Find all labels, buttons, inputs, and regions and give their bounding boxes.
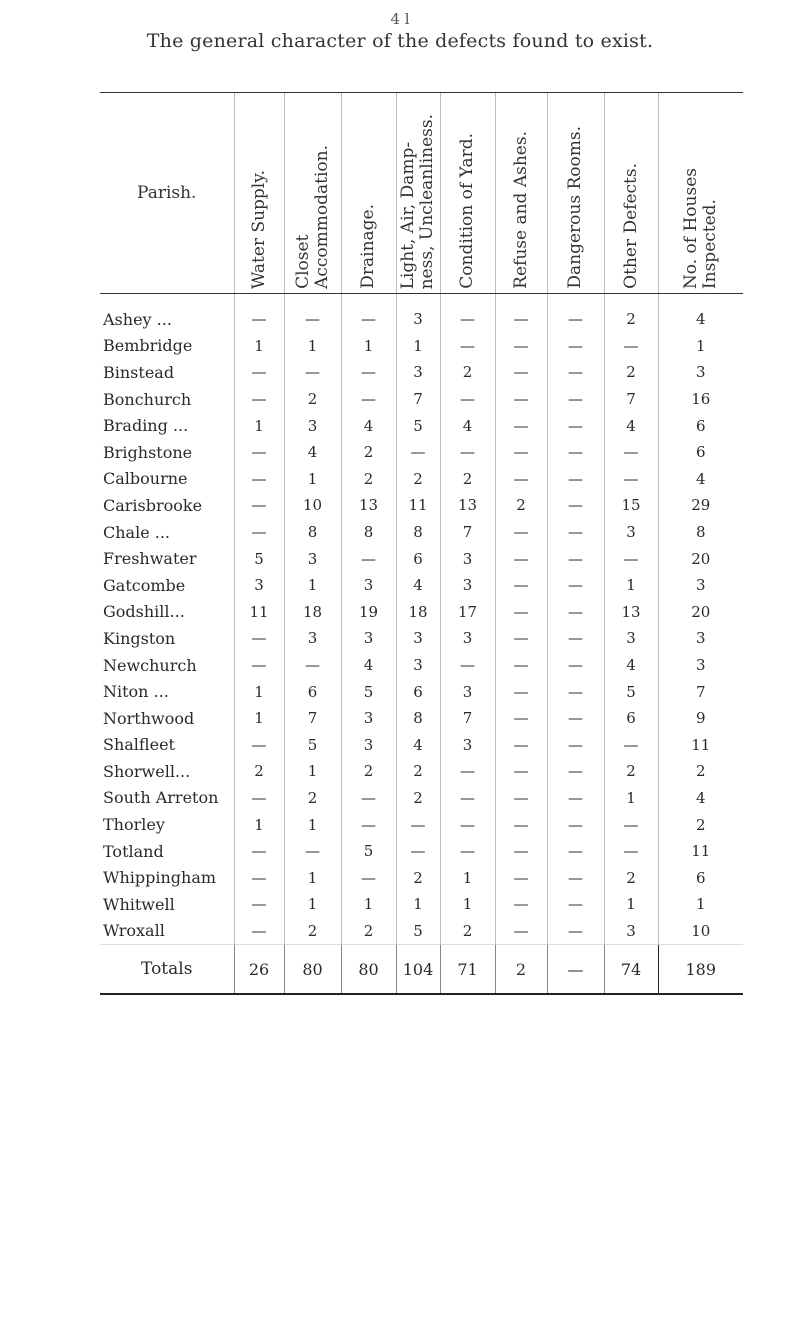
- parish-name: Whippingham: [103, 868, 217, 888]
- header-water-supply-label: Water Supply.: [248, 169, 269, 289]
- table-cell: —: [495, 652, 547, 679]
- header-light-air-label: Light, Air, Damp- ness, Uncleanliness.: [398, 113, 437, 289]
- table-cell: 3: [396, 294, 440, 333]
- totals-cell: 80: [284, 945, 341, 995]
- table-row: [100, 625, 743, 652]
- table-cell: 1: [604, 572, 658, 599]
- table-cell: —: [547, 412, 604, 439]
- parish-name: Binstead: [103, 362, 175, 382]
- header-drainage: [341, 93, 396, 294]
- table-caption: The general character of the defects found to exist.: [146, 30, 654, 52]
- parish-name: Brading ...: [103, 416, 189, 436]
- table-cell: 1: [604, 785, 658, 812]
- parish-name: Shorwell...: [103, 761, 191, 781]
- table-cell: —: [341, 294, 396, 333]
- table-cell: 8: [396, 519, 440, 546]
- table-cell: 2: [658, 811, 743, 838]
- table-cell: 17: [440, 599, 495, 626]
- header-light-air: [396, 93, 440, 294]
- table-cell: 20: [658, 545, 743, 572]
- table-row: [100, 359, 743, 386]
- table-cell: 1: [396, 891, 440, 918]
- table-cell: 3: [658, 572, 743, 599]
- table-cell: 3: [284, 412, 341, 439]
- table-cell: 2: [396, 864, 440, 891]
- table-cell: 2: [604, 359, 658, 386]
- header-dangerous-rooms: [547, 93, 604, 294]
- table-cell: —: [547, 785, 604, 812]
- table-cell: 2: [495, 492, 547, 519]
- table-cell: 3: [341, 732, 396, 759]
- table-cell: 3: [396, 359, 440, 386]
- table-body: [100, 294, 743, 945]
- parish-name: Totland: [103, 841, 164, 861]
- table-cell: 1: [341, 891, 396, 918]
- table-cell: 3: [440, 678, 495, 705]
- table-cell: —: [234, 492, 284, 519]
- table-cell: 2: [234, 758, 284, 785]
- header-condition-of-yard: [440, 93, 495, 294]
- table-cell: —: [495, 678, 547, 705]
- totals-label: Totals: [100, 945, 234, 995]
- table-cell: 8: [658, 519, 743, 546]
- parish-name: Chale ...: [103, 522, 171, 542]
- parish-name: Northwood: [103, 708, 195, 728]
- table-cell: —: [547, 333, 604, 360]
- table-cell: 4: [341, 652, 396, 679]
- table-cell: 7: [658, 678, 743, 705]
- totals-cell: 26: [234, 945, 284, 995]
- table-cell: 3: [440, 732, 495, 759]
- table-cell: —: [495, 758, 547, 785]
- table-cell: —: [604, 439, 658, 466]
- parish-name: Bonchurch: [103, 389, 192, 409]
- table-cell: 2: [396, 466, 440, 493]
- table-cell: 4: [658, 785, 743, 812]
- table-cell: —: [234, 466, 284, 493]
- totals-row: [100, 945, 743, 995]
- parish-name: Brighstone: [103, 442, 193, 462]
- table-cell: —: [547, 705, 604, 732]
- table-cell: 1: [658, 333, 743, 360]
- table-cell: 6: [604, 705, 658, 732]
- table-cell: 19: [341, 599, 396, 626]
- table-cell: —: [284, 652, 341, 679]
- page-number: 4 l: [390, 10, 410, 28]
- table-cell: —: [604, 811, 658, 838]
- table-cell: 4: [396, 572, 440, 599]
- header-other-defects: [604, 93, 658, 294]
- table-cell: 4: [440, 412, 495, 439]
- table-cell: —: [495, 785, 547, 812]
- table-cell: 3: [604, 625, 658, 652]
- table-row: [100, 811, 743, 838]
- table-row: [100, 732, 743, 759]
- table-row: [100, 545, 743, 572]
- table-cell: 11: [658, 838, 743, 865]
- table-cell: —: [547, 294, 604, 333]
- table-cell: —: [396, 439, 440, 466]
- table-cell: 4: [604, 412, 658, 439]
- table-cell: 1: [234, 678, 284, 705]
- table-cell: 3: [440, 625, 495, 652]
- table-cell: —: [341, 864, 396, 891]
- table-cell: 2: [284, 785, 341, 812]
- table-cell: —: [547, 918, 604, 945]
- table-cell: —: [396, 811, 440, 838]
- table-cell: —: [234, 294, 284, 333]
- table-row: [100, 678, 743, 705]
- table-cell: —: [547, 572, 604, 599]
- table-cell: —: [284, 838, 341, 865]
- table-cell: 6: [284, 678, 341, 705]
- parish-name: Kingston: [103, 628, 176, 648]
- table-cell: 4: [341, 412, 396, 439]
- table-cell: 2: [440, 918, 495, 945]
- parish-name: Ashey ...: [103, 309, 172, 329]
- table-cell: —: [547, 492, 604, 519]
- totals-cell: —: [547, 945, 604, 995]
- header-condition-of-yard-label: Condition of Yard.: [457, 133, 477, 289]
- table-cell: 3: [658, 652, 743, 679]
- table-cell: —: [547, 811, 604, 838]
- parish-name: Wroxall: [103, 921, 165, 941]
- table-cell: 3: [604, 918, 658, 945]
- table-cell: —: [547, 838, 604, 865]
- table-cell: 15: [604, 492, 658, 519]
- header-refuse-and-ashes-label: Refuse and Ashes.: [510, 131, 531, 289]
- table-cell: 7: [440, 705, 495, 732]
- parish-name: Bembridge: [103, 336, 193, 356]
- table-cell: 7: [440, 519, 495, 546]
- table-cell: —: [234, 891, 284, 918]
- table-cell: 4: [658, 466, 743, 493]
- table-cell: 13: [440, 492, 495, 519]
- table-cell: —: [234, 838, 284, 865]
- table-cell: 4: [396, 732, 440, 759]
- table-cell: 11: [234, 599, 284, 626]
- table-cell: 1: [440, 891, 495, 918]
- table-cell: 6: [658, 439, 743, 466]
- table-cell: 2: [658, 758, 743, 785]
- table-cell: —: [547, 758, 604, 785]
- table-cell: 6: [658, 864, 743, 891]
- table-cell: —: [495, 572, 547, 599]
- table-cell: —: [547, 891, 604, 918]
- table-cell: 2: [396, 758, 440, 785]
- table-cell: —: [234, 652, 284, 679]
- table-cell: 1: [284, 891, 341, 918]
- header-parish: Parish.: [100, 93, 234, 294]
- table-cell: —: [234, 359, 284, 386]
- parish-name: South Arreton: [103, 788, 219, 808]
- table-cell: —: [495, 439, 547, 466]
- defects-table: [100, 92, 743, 995]
- table-cell: —: [495, 918, 547, 945]
- totals-cell: 80: [341, 945, 396, 995]
- table-cell: —: [604, 838, 658, 865]
- table-cell: 3: [341, 625, 396, 652]
- table-cell: —: [284, 359, 341, 386]
- header-other-defects-label: Other Defects.: [620, 163, 641, 289]
- table-cell: —: [604, 466, 658, 493]
- table-cell: —: [440, 811, 495, 838]
- table-cell: —: [604, 333, 658, 360]
- table-cell: —: [440, 333, 495, 360]
- table-cell: —: [495, 294, 547, 333]
- totals-cell: 74: [604, 945, 658, 995]
- table-cell: 2: [341, 918, 396, 945]
- header-refuse-and-ashes: [495, 93, 547, 294]
- table-row: [100, 838, 743, 865]
- totals-cell: 2: [495, 945, 547, 995]
- table-cell: —: [495, 519, 547, 546]
- table-cell: 29: [658, 492, 743, 519]
- table-cell: 3: [396, 625, 440, 652]
- table-cell: 3: [284, 625, 341, 652]
- table-cell: —: [234, 864, 284, 891]
- table-cell: 2: [440, 466, 495, 493]
- table-cell: —: [495, 412, 547, 439]
- table-cell: —: [495, 466, 547, 493]
- table-cell: —: [495, 545, 547, 572]
- table-cell: 3: [396, 652, 440, 679]
- table-cell: 1: [284, 864, 341, 891]
- table-cell: —: [341, 359, 396, 386]
- table-cell: 13: [604, 599, 658, 626]
- table-cell: —: [440, 652, 495, 679]
- table-cell: 16: [658, 386, 743, 413]
- table-row: [100, 386, 743, 413]
- table-cell: 2: [440, 359, 495, 386]
- header-drainage-label: Drainage.: [358, 204, 378, 289]
- table-cell: 3: [284, 545, 341, 572]
- table-cell: 1: [341, 333, 396, 360]
- table-row: [100, 599, 743, 626]
- table-cell: 1: [604, 891, 658, 918]
- table-cell: 5: [396, 918, 440, 945]
- header-closet-accommodation: [284, 93, 341, 294]
- table-cell: —: [495, 625, 547, 652]
- table-cell: 1: [440, 864, 495, 891]
- table-cell: 1: [234, 412, 284, 439]
- table-row: [100, 705, 743, 732]
- table-cell: 11: [658, 732, 743, 759]
- table-cell: 3: [341, 572, 396, 599]
- table-cell: —: [495, 359, 547, 386]
- table-cell: 18: [284, 599, 341, 626]
- table-cell: 2: [604, 758, 658, 785]
- table-cell: —: [440, 785, 495, 812]
- header-row: [100, 93, 743, 294]
- table-cell: 4: [284, 439, 341, 466]
- table-cell: —: [547, 625, 604, 652]
- table-cell: 7: [396, 386, 440, 413]
- table-cell: 11: [396, 492, 440, 519]
- table-cell: 2: [284, 386, 341, 413]
- table-cell: —: [495, 705, 547, 732]
- table-cell: 1: [234, 333, 284, 360]
- table-cell: 5: [341, 678, 396, 705]
- table-cell: —: [495, 864, 547, 891]
- table-row: [100, 891, 743, 918]
- table-row: [100, 294, 743, 333]
- table-cell: 20: [658, 599, 743, 626]
- table-cell: 1: [284, 758, 341, 785]
- table-cell: 13: [341, 492, 396, 519]
- table-cell: 3: [440, 545, 495, 572]
- table-cell: —: [495, 333, 547, 360]
- table-cell: —: [440, 386, 495, 413]
- table-cell: 2: [341, 758, 396, 785]
- table-cell: —: [234, 386, 284, 413]
- table-cell: —: [234, 785, 284, 812]
- parish-name: Calbourne: [103, 469, 188, 489]
- table-cell: 3: [658, 359, 743, 386]
- table-row: [100, 918, 743, 945]
- table-cell: 4: [658, 294, 743, 333]
- table-row: [100, 652, 743, 679]
- table-cell: —: [440, 294, 495, 333]
- table-cell: —: [547, 466, 604, 493]
- table-cell: 7: [604, 386, 658, 413]
- table-cell: 1: [396, 333, 440, 360]
- table-cell: —: [547, 652, 604, 679]
- table-cell: —: [604, 732, 658, 759]
- table-cell: 9: [658, 705, 743, 732]
- table-row: [100, 864, 743, 891]
- table-cell: —: [341, 386, 396, 413]
- table-row: [100, 466, 743, 493]
- table-cell: 1: [284, 572, 341, 599]
- table-cell: 6: [396, 678, 440, 705]
- table-cell: 6: [658, 412, 743, 439]
- table-cell: —: [234, 625, 284, 652]
- table-cell: —: [547, 678, 604, 705]
- parish-name: Whitwell: [103, 894, 175, 914]
- table-cell: —: [234, 918, 284, 945]
- table-cell: 5: [234, 545, 284, 572]
- table-cell: 2: [341, 439, 396, 466]
- table-cell: —: [440, 838, 495, 865]
- table-cell: —: [341, 811, 396, 838]
- table-cell: 3: [658, 625, 743, 652]
- table-cell: 3: [341, 705, 396, 732]
- table-cell: —: [547, 732, 604, 759]
- table-cell: —: [547, 359, 604, 386]
- table-cell: —: [396, 838, 440, 865]
- table-cell: —: [547, 386, 604, 413]
- header-water-supply: [234, 93, 284, 294]
- table-cell: 8: [396, 705, 440, 732]
- table-cell: 8: [341, 519, 396, 546]
- table-row: [100, 758, 743, 785]
- table-row: [100, 492, 743, 519]
- table-cell: 5: [341, 838, 396, 865]
- table-cell: 10: [284, 492, 341, 519]
- totals-cell: 71: [440, 945, 495, 995]
- table-cell: —: [341, 545, 396, 572]
- table-cell: —: [284, 294, 341, 333]
- table-cell: 10: [658, 918, 743, 945]
- totals-cell: 189: [658, 945, 743, 995]
- table-cell: —: [495, 599, 547, 626]
- parish-name: Thorley: [103, 815, 165, 835]
- table-cell: —: [341, 785, 396, 812]
- parish-name: Gatcombe: [103, 575, 186, 595]
- table-cell: —: [547, 439, 604, 466]
- table-cell: —: [547, 599, 604, 626]
- table-cell: —: [495, 891, 547, 918]
- table-cell: —: [495, 811, 547, 838]
- table-cell: 5: [396, 412, 440, 439]
- table-cell: 2: [341, 466, 396, 493]
- table-cell: —: [604, 545, 658, 572]
- table-cell: —: [440, 758, 495, 785]
- table-cell: 2: [284, 918, 341, 945]
- table-cell: —: [440, 439, 495, 466]
- table-cell: 2: [604, 294, 658, 333]
- table-row: [100, 439, 743, 466]
- table-cell: —: [547, 545, 604, 572]
- header-dangerous-rooms-label: Dangerous Rooms.: [565, 126, 585, 289]
- table-cell: 1: [284, 333, 341, 360]
- table-cell: 7: [284, 705, 341, 732]
- table-cell: —: [495, 386, 547, 413]
- table-cell: 3: [440, 572, 495, 599]
- table-cell: —: [234, 519, 284, 546]
- table-cell: 1: [658, 891, 743, 918]
- table-cell: 8: [284, 519, 341, 546]
- table-row: [100, 412, 743, 439]
- table-cell: 6: [396, 545, 440, 572]
- parish-name: Niton ...: [103, 682, 169, 702]
- header-houses-inspected-label: No. of Houses Inspected.: [680, 167, 720, 289]
- table-cell: 3: [604, 519, 658, 546]
- table-cell: 2: [396, 785, 440, 812]
- parish-name: Newchurch: [103, 655, 197, 675]
- table-cell: —: [234, 439, 284, 466]
- table-cell: 3: [234, 572, 284, 599]
- table-cell: 1: [284, 811, 341, 838]
- table-cell: —: [495, 838, 547, 865]
- table-cell: 5: [604, 678, 658, 705]
- totals-cell: 104: [396, 945, 440, 995]
- table-cell: —: [495, 732, 547, 759]
- table-cell: 2: [604, 864, 658, 891]
- header-houses-inspected: [658, 93, 743, 294]
- table-cell: 1: [234, 811, 284, 838]
- parish-name: Godshill...: [103, 602, 185, 622]
- table-cell: 5: [284, 732, 341, 759]
- table-cell: —: [234, 732, 284, 759]
- table-cell: 18: [396, 599, 440, 626]
- table-cell: —: [547, 519, 604, 546]
- parish-name: Freshwater: [103, 549, 197, 569]
- table-cell: —: [547, 864, 604, 891]
- table-cell: 1: [234, 705, 284, 732]
- table-row: [100, 785, 743, 812]
- table-row: [100, 572, 743, 599]
- header-closet-accommodation-label: Closet Accommodation.: [292, 145, 332, 289]
- table-cell: 1: [284, 466, 341, 493]
- parish-name: Carisbrooke: [103, 495, 203, 515]
- parish-name: Shalfleet: [103, 735, 175, 755]
- table-cell: 4: [604, 652, 658, 679]
- table-row: [100, 333, 743, 360]
- table-row: [100, 519, 743, 546]
